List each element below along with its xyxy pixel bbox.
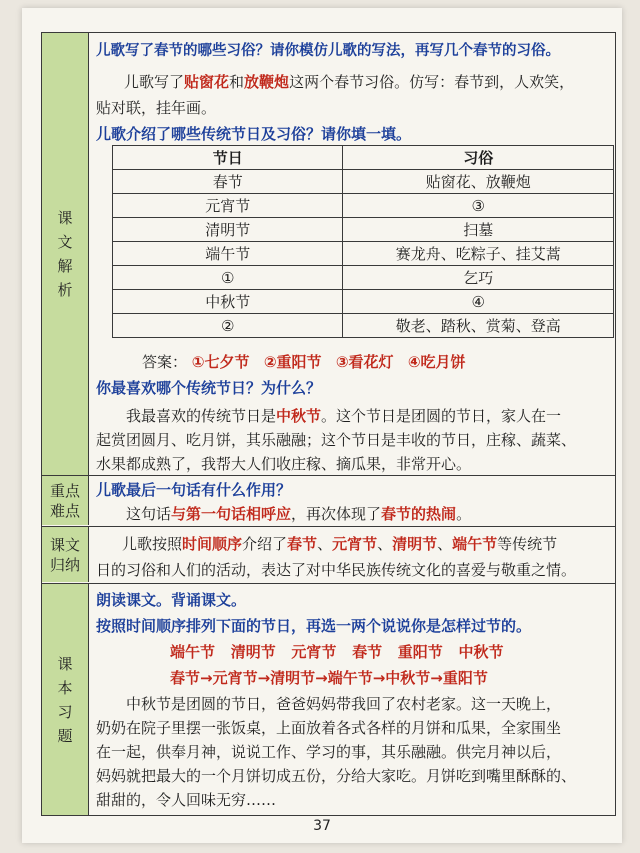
text: 这句话 — [126, 505, 172, 523]
highlight: 春节 — [287, 535, 318, 553]
section-label-exercises — [42, 584, 89, 815]
answer-item: ①七夕节 — [191, 353, 250, 371]
essay-line: 在一起，供奉月神，说说工作、学习的事，其乐融融。供完月神以后， — [96, 743, 562, 761]
label-char: 课 — [57, 654, 73, 673]
festival-item: 春节 — [352, 643, 383, 661]
text: 儿歌写了 — [124, 73, 185, 91]
section-divider — [42, 583, 615, 584]
table-cell: 元宵节 — [113, 194, 343, 218]
label-line: 归纳 — [49, 555, 80, 574]
text: 、 — [377, 535, 393, 553]
highlight: 端午节 — [452, 535, 498, 553]
essay-line: 妈妈就把最大的一个月饼切成五份，分给大家吃。月饼吃到嘴里酥酥的、 — [96, 767, 577, 785]
table-row — [113, 266, 614, 290]
label-char: 本 — [57, 678, 73, 697]
festival-item: 重阳节 — [397, 643, 443, 661]
label-char: 文 — [57, 233, 73, 251]
section-divider — [42, 526, 615, 527]
text: 和 — [229, 73, 245, 91]
content-frame — [41, 32, 616, 816]
text: 等传统节 — [497, 535, 558, 553]
answer-3-line-3: 水果都成熟了，我帮大人们收庄稼、摘瓜果，非常开心。 — [96, 455, 472, 473]
table-cell: 春节 — [113, 170, 343, 194]
summary-line-2: 日的习俗和人们的活动，表达了对中华民族传统文化的喜爱与敬重之情。 — [96, 561, 577, 579]
summary-line-1 — [122, 533, 557, 554]
highlight: 中秋节 — [276, 407, 322, 425]
section-divider — [42, 475, 615, 476]
section-label-summary — [42, 527, 89, 582]
exercise-2: 按照时间顺序排列下面的节日，再选一两个说说你是怎样过节的。 — [96, 617, 532, 635]
essay-line: 中秋节是团圆的节日，爸爸妈妈带我回了农村老家。这一天晚上， — [126, 695, 562, 713]
text: 儿歌按照 — [122, 535, 183, 553]
key-question: 儿歌最后一句话有什么作用？ — [96, 481, 292, 499]
answer-item: ③看花灯 — [335, 353, 394, 371]
text: 这两个春节习俗。仿写：春节到，人欢笑， — [289, 73, 575, 91]
text: 。这个节日是团圆的节日，家人在一 — [321, 407, 562, 425]
festival-item: 中秋节 — [458, 643, 504, 661]
table-row — [113, 218, 614, 242]
exercise-1: 朗读课文。背诵课文。 — [96, 591, 247, 609]
table-row — [113, 314, 614, 338]
festival-item: 清明节 — [230, 643, 276, 661]
table-row — [113, 170, 614, 194]
text: ，再次体现了 — [291, 505, 382, 523]
table-row — [113, 194, 614, 218]
answer-label: 答案： — [142, 353, 188, 371]
text: 我最喜欢的传统节日是 — [126, 407, 277, 425]
table-cell: 乞巧 — [343, 266, 614, 290]
question-2: 儿歌介绍了哪些传统节日及习俗？请你填一填。 — [96, 125, 412, 143]
table-cell: ② — [113, 314, 343, 338]
label-line: 课文 — [49, 535, 80, 554]
essay-line: 奶奶在院子里摆一张饭桌，上面放着各式各样的月饼和瓜果，全家围坐 — [96, 719, 562, 737]
festival-list — [170, 641, 503, 662]
highlight: 清明节 — [392, 535, 438, 553]
section-label-analysis — [42, 33, 89, 475]
table-cell: 敬老、踏秋、赏菊、登高 — [343, 314, 614, 338]
answer-1 — [124, 71, 574, 92]
table-header: 习俗 — [343, 146, 614, 170]
essay-line: 甜甜的，令人回味无穷…… — [96, 791, 277, 809]
table-cell: 中秋节 — [113, 290, 343, 314]
table-row — [113, 242, 614, 266]
answer-3-line-2: 起赏团圆月、吃月饼，其乐融融；这个节日是丰收的节日，庄稼、蔬菜、 — [96, 431, 577, 449]
table-cell: ① — [113, 266, 343, 290]
textbook-page — [22, 8, 622, 843]
table-header: 节日 — [113, 146, 343, 170]
table-cell: 贴窗花、放鞭炮 — [343, 170, 614, 194]
table-cell: ③ — [343, 194, 614, 218]
highlight: 与第一句话相呼应 — [171, 505, 292, 523]
table-cell: 扫墓 — [343, 218, 614, 242]
label-char: 题 — [57, 726, 73, 745]
section-label-key — [42, 476, 89, 525]
text: 、 — [317, 535, 333, 553]
festival-order: 春节→元宵节→清明节→端午节→中秋节→重阳节 — [170, 669, 488, 687]
label-line: 重点 — [49, 481, 80, 500]
text: 。 — [456, 505, 472, 523]
highlight: 放鞭炮 — [244, 73, 290, 91]
answer-3 — [126, 405, 561, 426]
page-number: 37 — [313, 818, 331, 834]
table-cell: 赛龙舟、吃粽子、挂艾蒿 — [343, 242, 614, 266]
highlight: 春节的热闹 — [381, 505, 457, 523]
highlight: 元宵节 — [332, 535, 378, 553]
text: 、 — [437, 535, 453, 553]
label-char: 习 — [57, 702, 73, 721]
label-line: 难点 — [49, 501, 80, 520]
label-char: 解 — [57, 257, 73, 275]
highlight: 贴窗花 — [184, 73, 230, 91]
answer-1-line-2: 贴对联，挂年画。 — [96, 99, 217, 117]
festival-item: 端午节 — [170, 643, 216, 661]
table-cell: 清明节 — [113, 218, 343, 242]
festival-table — [112, 145, 614, 338]
label-char: 析 — [57, 281, 73, 299]
festival-item: 元宵节 — [291, 643, 337, 661]
table-header-row — [113, 146, 614, 170]
key-answer — [126, 503, 471, 524]
table-answers — [142, 351, 466, 372]
table-row — [113, 290, 614, 314]
question-1: 儿歌写了春节的哪些习俗？请你模仿儿歌的写法，再写几个春节的习俗。 — [96, 43, 560, 59]
answer-item: ④吃月饼 — [407, 353, 466, 371]
table-cell: 端午节 — [113, 242, 343, 266]
table-cell: ④ — [343, 290, 614, 314]
text: 介绍了 — [242, 535, 288, 553]
question-3: 你最喜欢哪个传统节日？为什么？ — [96, 379, 322, 397]
highlight: 时间顺序 — [182, 535, 243, 553]
answer-item: ②重阳节 — [263, 353, 322, 371]
label-char: 课 — [57, 209, 73, 227]
